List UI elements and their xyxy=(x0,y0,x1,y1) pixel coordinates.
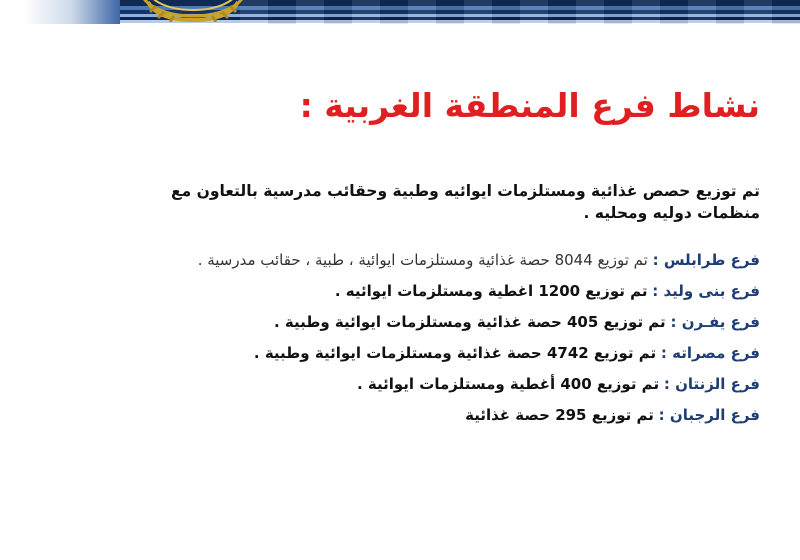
laurel-wreath-emblem-icon xyxy=(128,0,258,22)
branch-name: فرع الزنتان : xyxy=(663,375,760,393)
branch-detail: تم توزيع 8044 حصة غذائية ومستلزمات ايوائية ، طبية ، حقائب مدرسية . xyxy=(197,251,648,269)
intro-paragraph: تم توزيع حصص غذائية ومستلزمات ايوائيه وطبية وحقائب مدرسية بالتعاون مع منظمات دوليه ومحليه . xyxy=(171,182,760,222)
branch-list xyxy=(40,245,760,431)
list-item xyxy=(40,400,760,431)
branch-name: فرع مصراته : xyxy=(660,344,760,362)
list-item xyxy=(40,338,760,369)
branch-detail: تم توزيع 295 حصة غذائية xyxy=(465,406,654,424)
branch-detail: تم توزيع 400 أغطية ومستلزمات ايوائية . xyxy=(356,375,660,393)
list-item xyxy=(40,245,760,276)
branch-detail: تم توزيع 4742 حصة غذائية ومستلزمات ايوائية وطبية . xyxy=(253,344,657,362)
branch-name: فرع يفـرن : xyxy=(670,313,760,331)
branch-name: فرع بنى وليد : xyxy=(652,282,760,300)
header-banner xyxy=(0,0,800,30)
branch-detail: تم توزيع 405 حصة غذائية ومستلزمات ايوائية وطبية . xyxy=(273,313,666,331)
list-item xyxy=(40,276,760,307)
list-item xyxy=(40,307,760,338)
branch-detail: تم توزيع 1200 اغطية ومستلزمات ايوائيه . xyxy=(334,282,648,300)
branch-name: فرع الرجبان : xyxy=(658,406,760,424)
list-item xyxy=(40,369,760,400)
page-title: نشاط فرع المنطقة الغربية : xyxy=(299,86,760,125)
branch-name: فرع طرابلس : xyxy=(652,251,760,269)
